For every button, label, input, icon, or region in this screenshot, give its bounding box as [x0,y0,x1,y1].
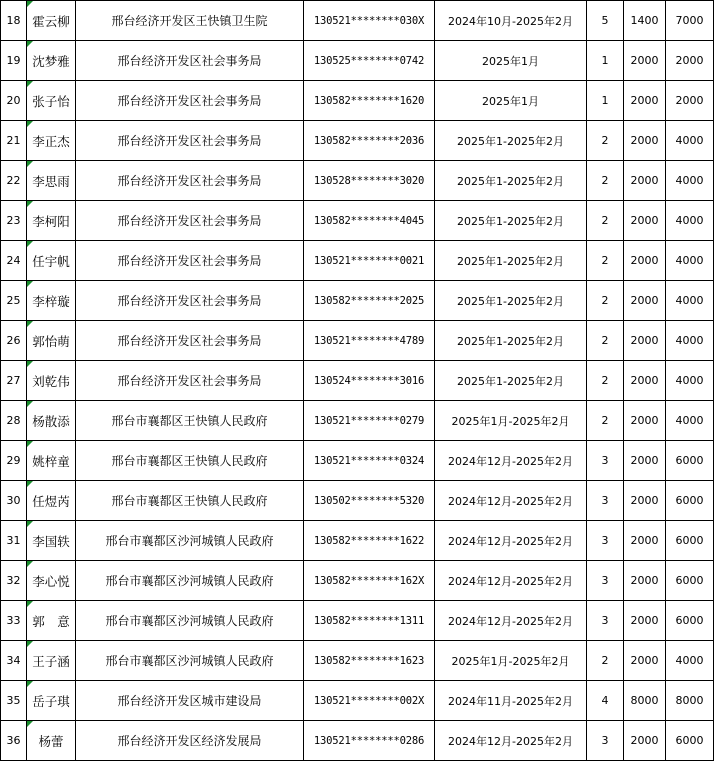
id-number-cell[interactable]: 130521********4789 [304,321,435,361]
subsidy-standard-cell[interactable]: 2000 [624,441,666,481]
id-number-cell[interactable]: 130582********2025 [304,281,435,321]
month-count-cell[interactable]: 2 [587,361,624,401]
table-row [1,441,714,481]
person-name-cell[interactable]: 王子涵 [27,641,76,681]
subsidy-period-cell[interactable]: 2025年1-2025年2月 [435,321,587,361]
id-number-cell[interactable]: 130521********0286 [304,721,435,761]
employer-unit-cell[interactable]: 邢台市襄都区沙河城镇人民政府 [76,641,304,681]
subsidy-period-cell[interactable]: 2024年12月-2025年2月 [435,521,587,561]
row-number-cell[interactable]: 21 [1,121,27,161]
id-number-cell[interactable]: 130582********4045 [304,201,435,241]
subsidy-amount-cell[interactable]: 4000 [666,121,714,161]
subsidy-standard-cell[interactable]: 2000 [624,321,666,361]
table-row [1,241,714,281]
employer-unit-cell[interactable]: 邢台市襄都区王快镇人民政府 [76,401,304,441]
row-number-cell[interactable]: 33 [1,601,27,641]
table-row [1,41,714,81]
subsidy-amount-cell[interactable]: 4000 [666,401,714,441]
employer-unit-cell[interactable]: 邢台经济开发区社会事务局 [76,81,304,121]
employer-unit-cell[interactable]: 邢台经济开发区王快镇卫生院 [76,1,304,41]
person-name-cell[interactable]: 任煜芮 [27,481,76,521]
subsidy-period-cell[interactable]: 2025年1月-2025年2月 [435,401,587,441]
subsidy-amount-cell[interactable]: 8000 [666,681,714,721]
person-name-cell[interactable]: 李心悦 [27,561,76,601]
id-number-cell[interactable]: 130582********1620 [304,81,435,121]
id-number-cell[interactable]: 130582********1623 [304,641,435,681]
subsidy-amount-cell[interactable]: 7000 [666,1,714,41]
table-row [1,401,714,441]
subsidy-period-cell[interactable]: 2025年1-2025年2月 [435,281,587,321]
id-number-cell[interactable]: 130524********3016 [304,361,435,401]
subsidy-standard-cell[interactable]: 1400 [624,1,666,41]
subsidy-period-cell[interactable]: 2024年10月-2025年2月 [435,1,587,41]
id-number-cell[interactable]: 130582********162X [304,561,435,601]
row-number-cell[interactable]: 24 [1,241,27,281]
row-number-cell[interactable]: 29 [1,441,27,481]
month-count-cell[interactable]: 2 [587,201,624,241]
employer-unit-cell[interactable]: 邢台市襄都区王快镇人民政府 [76,481,304,521]
table-row [1,361,714,401]
subsidy-amount-cell[interactable]: 6000 [666,441,714,481]
employer-unit-cell[interactable]: 邢台经济开发区社会事务局 [76,121,304,161]
month-count-cell[interactable]: 2 [587,161,624,201]
person-name-cell[interactable]: 郭怡萌 [27,321,76,361]
row-number-cell[interactable]: 23 [1,201,27,241]
employer-unit-cell[interactable]: 邢台经济开发区城市建设局 [76,681,304,721]
month-count-cell[interactable]: 3 [587,561,624,601]
employer-unit-cell[interactable]: 邢台经济开发区社会事务局 [76,361,304,401]
row-number-cell[interactable]: 20 [1,81,27,121]
person-name-cell[interactable]: 姚梓童 [27,441,76,481]
row-number-cell[interactable]: 27 [1,361,27,401]
month-count-cell[interactable]: 3 [587,441,624,481]
employer-unit-cell[interactable]: 邢台市襄都区沙河城镇人民政府 [76,601,304,641]
subsidy-amount-cell[interactable]: 4000 [666,241,714,281]
employer-unit-cell[interactable]: 邢台经济开发区社会事务局 [76,241,304,281]
subsidy-standard-cell[interactable]: 2000 [624,241,666,281]
row-number-cell[interactable]: 22 [1,161,27,201]
person-name-cell[interactable]: 李国轶 [27,521,76,561]
row-number-cell[interactable]: 19 [1,41,27,81]
person-name-cell[interactable]: 张子怡 [27,81,76,121]
subsidy-standard-cell[interactable]: 2000 [624,361,666,401]
table-row [1,281,714,321]
subsidy-standard-cell[interactable]: 2000 [624,601,666,641]
month-count-cell[interactable]: 2 [587,641,624,681]
person-name-cell[interactable]: 刘乾伟 [27,361,76,401]
id-number-cell[interactable]: 130521********002X [304,681,435,721]
id-number-cell[interactable]: 130525********0742 [304,41,435,81]
table-row [1,81,714,121]
table-row [1,681,714,721]
table-row [1,1,714,41]
subsidy-standard-cell[interactable]: 2000 [624,401,666,441]
employer-unit-cell[interactable]: 邢台市襄都区沙河城镇人民政府 [76,521,304,561]
subsidy-standard-cell[interactable]: 2000 [624,521,666,561]
subsidy-period-cell[interactable]: 2025年1-2025年2月 [435,161,587,201]
table-row [1,721,714,761]
subsidy-amount-cell[interactable]: 4000 [666,161,714,201]
person-name-cell[interactable]: 李正杰 [27,121,76,161]
id-number-cell[interactable]: 130521********0324 [304,441,435,481]
row-number-cell[interactable]: 18 [1,1,27,41]
subsidy-standard-cell[interactable]: 8000 [624,681,666,721]
table-row [1,121,714,161]
month-count-cell[interactable]: 4 [587,681,624,721]
month-count-cell[interactable]: 3 [587,721,624,761]
id-number-cell[interactable]: 130528********3020 [304,161,435,201]
employer-unit-cell[interactable]: 邢台市襄都区沙河城镇人民政府 [76,561,304,601]
subsidy-standard-cell[interactable]: 2000 [624,561,666,601]
table-row [1,641,714,681]
subsidy-period-cell[interactable]: 2025年1月 [435,81,587,121]
subsidy-standard-cell[interactable]: 2000 [624,81,666,121]
row-number-cell[interactable]: 31 [1,521,27,561]
subsidy-amount-cell[interactable]: 2000 [666,41,714,81]
row-number-cell[interactable]: 32 [1,561,27,601]
row-number-cell[interactable]: 26 [1,321,27,361]
subsidy-amount-cell[interactable]: 2000 [666,81,714,121]
subsidy-period-cell[interactable]: 2025年1月 [435,41,587,81]
subsidy-standard-cell[interactable]: 2000 [624,161,666,201]
subsidy-amount-cell[interactable]: 4000 [666,281,714,321]
month-count-cell[interactable]: 1 [587,41,624,81]
subsidy-amount-cell[interactable]: 4000 [666,641,714,681]
subsidy-amount-cell[interactable]: 6000 [666,721,714,761]
subsidy-period-cell[interactable]: 2024年12月-2025年2月 [435,481,587,521]
id-number-cell[interactable]: 130521********0021 [304,241,435,281]
row-number-cell[interactable]: 25 [1,281,27,321]
table-row [1,521,714,561]
row-number-cell[interactable]: 35 [1,681,27,721]
table-row [1,561,714,601]
id-number-cell[interactable]: 130582********1622 [304,521,435,561]
subsidy-amount-cell[interactable]: 6000 [666,481,714,521]
person-name-cell[interactable]: 霍云柳 [27,1,76,41]
subsidy-period-cell[interactable]: 2025年1月-2025年2月 [435,641,587,681]
person-name-cell[interactable]: 李柯阳 [27,201,76,241]
month-count-cell[interactable]: 5 [587,1,624,41]
row-number-cell[interactable]: 30 [1,481,27,521]
subsidy-amount-cell[interactable]: 6000 [666,561,714,601]
month-count-cell[interactable]: 2 [587,241,624,281]
table-row [1,481,714,521]
subsidy-amount-cell[interactable]: 4000 [666,361,714,401]
person-name-cell[interactable]: 沈梦雅 [27,41,76,81]
employer-unit-cell[interactable]: 邢台经济开发区社会事务局 [76,281,304,321]
month-count-cell[interactable]: 3 [587,601,624,641]
subsidy-amount-cell[interactable]: 4000 [666,321,714,361]
subsidy-period-cell[interactable]: 2024年12月-2025年2月 [435,441,587,481]
id-number-cell[interactable]: 130521********0279 [304,401,435,441]
subsidy-amount-cell[interactable]: 6000 [666,521,714,561]
month-count-cell[interactable]: 3 [587,521,624,561]
subsidy-standard-cell[interactable]: 2000 [624,481,666,521]
subsidy-period-cell[interactable]: 2024年12月-2025年2月 [435,561,587,601]
person-name-cell[interactable]: 岳子琪 [27,681,76,721]
employer-unit-cell[interactable]: 邢台市襄都区王快镇人民政府 [76,441,304,481]
subsidy-standard-cell[interactable]: 2000 [624,281,666,321]
person-name-cell[interactable]: 李梓璇 [27,281,76,321]
person-name-cell[interactable]: 李思雨 [27,161,76,201]
person-name-cell[interactable]: 郭 意 [27,601,76,641]
subsidy-period-cell[interactable]: 2025年1-2025年2月 [435,361,587,401]
employer-unit-cell[interactable]: 邢台经济开发区社会事务局 [76,161,304,201]
row-number-cell[interactable]: 36 [1,721,27,761]
subsidy-period-cell[interactable]: 2025年1-2025年2月 [435,241,587,281]
person-name-cell[interactable]: 杨蕾 [27,721,76,761]
subsidy-period-cell[interactable]: 2024年11月-2025年2月 [435,681,587,721]
subsidy-period-cell[interactable]: 2025年1-2025年2月 [435,201,587,241]
person-name-cell[interactable]: 杨散添 [27,401,76,441]
id-number-cell[interactable]: 130521********030X [304,1,435,41]
id-number-cell[interactable]: 130502********5320 [304,481,435,521]
id-number-cell[interactable]: 130582********1311 [304,601,435,641]
subsidy-period-cell[interactable]: 2025年1-2025年2月 [435,121,587,161]
subsidy-standard-cell[interactable]: 2000 [624,121,666,161]
subsidy-amount-cell[interactable]: 6000 [666,601,714,641]
table-row [1,601,714,641]
month-count-cell[interactable]: 2 [587,321,624,361]
employer-unit-cell[interactable]: 邢台经济开发区经济发展局 [76,721,304,761]
table-row [1,321,714,361]
subsidy-amount-cell[interactable]: 4000 [666,201,714,241]
month-count-cell[interactable]: 2 [587,121,624,161]
month-count-cell[interactable]: 1 [587,81,624,121]
month-count-cell[interactable]: 2 [587,281,624,321]
subsidy-standard-cell[interactable]: 2000 [624,41,666,81]
subsidy-standard-cell[interactable]: 2000 [624,201,666,241]
employer-unit-cell[interactable]: 邢台经济开发区社会事务局 [76,201,304,241]
table-row [1,161,714,201]
subsidy-standard-cell[interactable]: 2000 [624,721,666,761]
employer-unit-cell[interactable]: 邢台经济开发区社会事务局 [76,41,304,81]
employer-unit-cell[interactable]: 邢台经济开发区社会事务局 [76,321,304,361]
id-number-cell[interactable]: 130582********2036 [304,121,435,161]
subsidy-standard-cell[interactable]: 2000 [624,641,666,681]
row-number-cell[interactable]: 34 [1,641,27,681]
subsidy-period-cell[interactable]: 2024年12月-2025年2月 [435,721,587,761]
table-row [1,201,714,241]
subsidy-period-cell[interactable]: 2024年12月-2025年2月 [435,601,587,641]
month-count-cell[interactable]: 2 [587,401,624,441]
row-number-cell[interactable]: 28 [1,401,27,441]
month-count-cell[interactable]: 3 [587,481,624,521]
person-name-cell[interactable]: 任宇帆 [27,241,76,281]
